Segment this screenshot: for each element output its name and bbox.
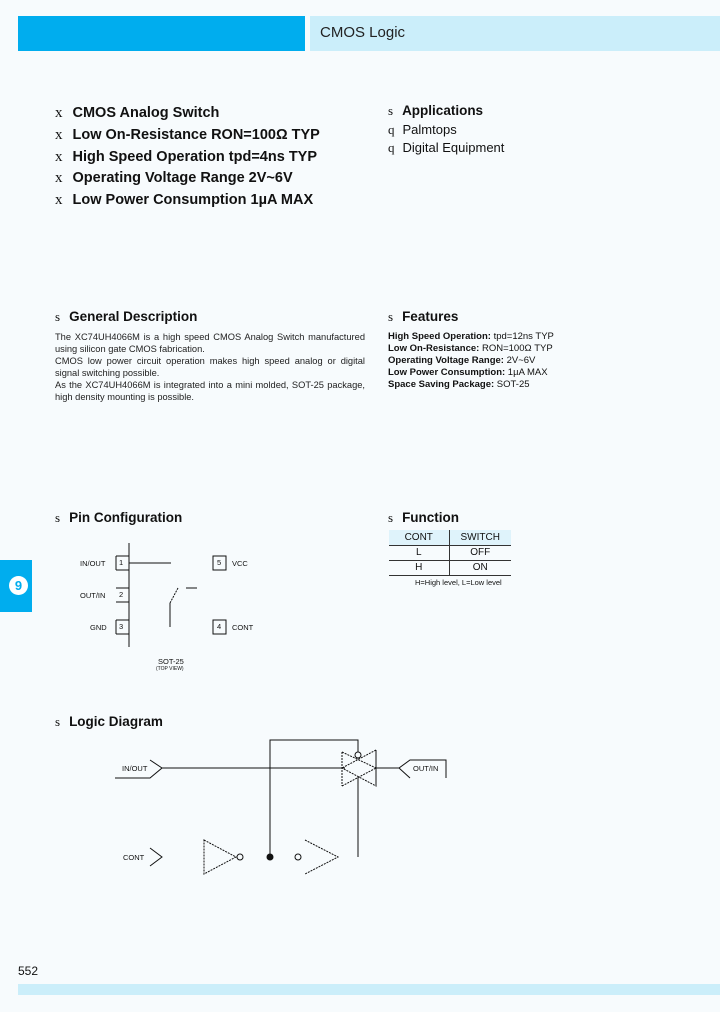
table-cell: OFF — [449, 545, 511, 560]
pin-number: 3 — [119, 622, 124, 631]
features-heading: s Features — [388, 309, 459, 324]
footer-bar — [18, 984, 720, 995]
feature-item: x High Speed Operation tpd=4ns TYP — [55, 149, 318, 165]
feature-item: x Low Power Consumption 1µA MAX — [55, 192, 314, 208]
section-tab-number: 9 — [9, 576, 28, 595]
pin-number: 1 — [119, 558, 124, 567]
table-cell: ON — [449, 560, 511, 575]
logic-out-in-label: OUT/IN — [413, 764, 439, 773]
application-item: q Digital Equipment — [388, 140, 505, 155]
table-cell: H — [389, 560, 449, 575]
pin-label: CONT — [232, 623, 254, 632]
table-cell: L — [389, 545, 449, 560]
logic-diagram-heading: s Logic Diagram — [55, 714, 163, 729]
feature-item: x CMOS Analog Switch — [55, 105, 220, 121]
feature-line: Space Saving Package: SOT-25 — [388, 379, 530, 390]
feature-line: Low On-Resistance: RON=100Ω TYP — [388, 343, 553, 354]
feature-line: Low Power Consumption: 1µA MAX — [388, 367, 548, 378]
pin-number: 5 — [217, 558, 222, 567]
paragraph: As the XC74UH4066M is integrated into a mini molded, SOT-25 package, high density mounting is possible. — [55, 380, 365, 402]
paragraph: CMOS low power circuit operation makes high speed analog or digital signal switching possible. — [55, 356, 365, 378]
application-item: q Palmtops — [388, 122, 457, 137]
feature-line: Operating Voltage Range: 2V~6V — [388, 355, 536, 366]
header-title: CMOS Logic — [320, 24, 406, 41]
feature-item: x Operating Voltage Range 2V~6V — [55, 170, 293, 186]
applications-heading: s Applications — [388, 103, 484, 118]
table-header: SWITCH — [449, 530, 511, 545]
pin-label: OUT/IN — [80, 591, 106, 600]
function-heading: s Function — [388, 510, 460, 525]
function-note: H=High level, L=Low level — [415, 578, 502, 587]
logic-in-out-label: IN/OUT — [122, 764, 148, 773]
logic-cont-label: CONT — [123, 853, 145, 862]
feature-item: x Low On-Resistance RON=100Ω TYP — [55, 127, 320, 143]
page-number: 552 — [18, 964, 39, 978]
pin-number: 2 — [119, 590, 124, 599]
pin-label: VCC — [232, 559, 248, 568]
view-label: (TOP VIEW) — [156, 666, 184, 672]
table-header: CONT — [389, 530, 449, 545]
pin-label: GND — [90, 623, 107, 632]
general-description-heading: s General Description — [55, 309, 198, 324]
pin-number: 4 — [217, 622, 222, 631]
pin-label: IN/OUT — [80, 559, 106, 568]
paragraph: The XC74UH4066M is a high speed CMOS Analog Switch manufactured using silicon gate CMOS fabrication. — [55, 332, 365, 354]
package-label: SOT-25 — [158, 657, 184, 666]
feature-line: High Speed Operation: tpd=12ns TYP — [388, 331, 554, 342]
pin-configuration-heading: s Pin Configuration — [55, 510, 183, 525]
